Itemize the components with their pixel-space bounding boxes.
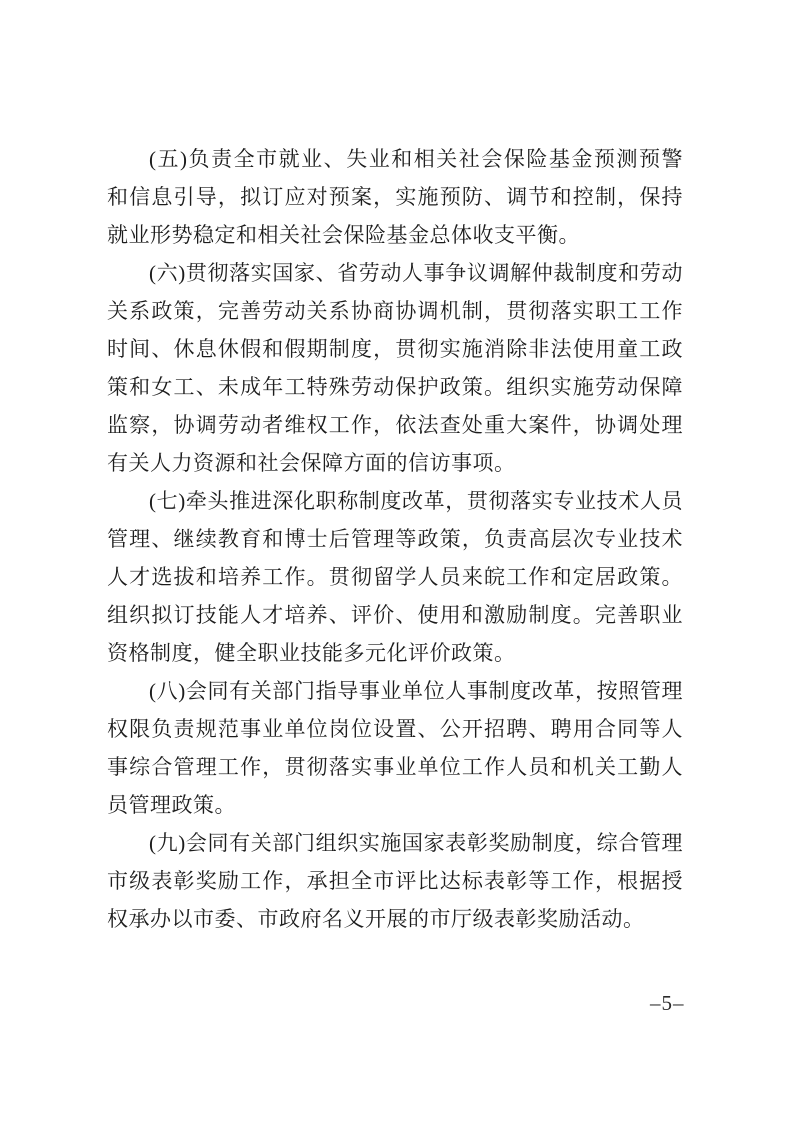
paragraph-duty-8: (八)会同有关部门指导事业单位人事制度改革，按照管理权限负责规范事业单位岗位设置、公开招聘、聘用合同等人事综合管理工作，贯彻落实事业单位工作人员和机关工勤人员管理政策。 xyxy=(107,679,683,817)
paragraph-duty-6: (六)贯彻落实国家、省劳动人事争议调解仲裁制度和劳动关系政策，完善劳动关系协商协调机制，贯彻落实职工工作时间、休息休假和假期制度，贯彻实施消除非法使用童工政策和女工、未成年工特殊劳动保护政策。组织实施劳动保障监察，协调劳动者维权工作，依法查处重大案件，协调处理有关人力资源和社会保障方面的信访事项。 xyxy=(107,261,683,475)
paragraph-duty-7: (七)牵头推进深化职称制度改革，贯彻落实专业技术人员管理、继续教育和博士后管理等政策，负责高层次专业技术人才选拔和培养工作。贯彻留学人员来皖工作和定居政策。组织拟订技能人才培养、评价、使用和激励制度。完善职业资格制度，健全职业技能多元化评价政策。 xyxy=(107,489,683,665)
paragraph-duty-5: (五)负责全市就业、失业和相关社会保险基金预测预警 和信息引导，拟订应对预案，实施预防、调节和控制，保持就业形势稳定和相关社会保险基金总体收支平衡。 xyxy=(107,147,683,247)
page-number: –5– xyxy=(650,991,685,1015)
paragraph-duty-9: (九)会同有关部门组织实施国家表彰奖励制度，综合管理市级表彰奖励工作，承担全市评比达标表彰等工作，根据授权承办以市委、市政府名义开展的市厅级表彰奖励活动。 xyxy=(107,831,683,931)
document-body xyxy=(107,140,683,938)
